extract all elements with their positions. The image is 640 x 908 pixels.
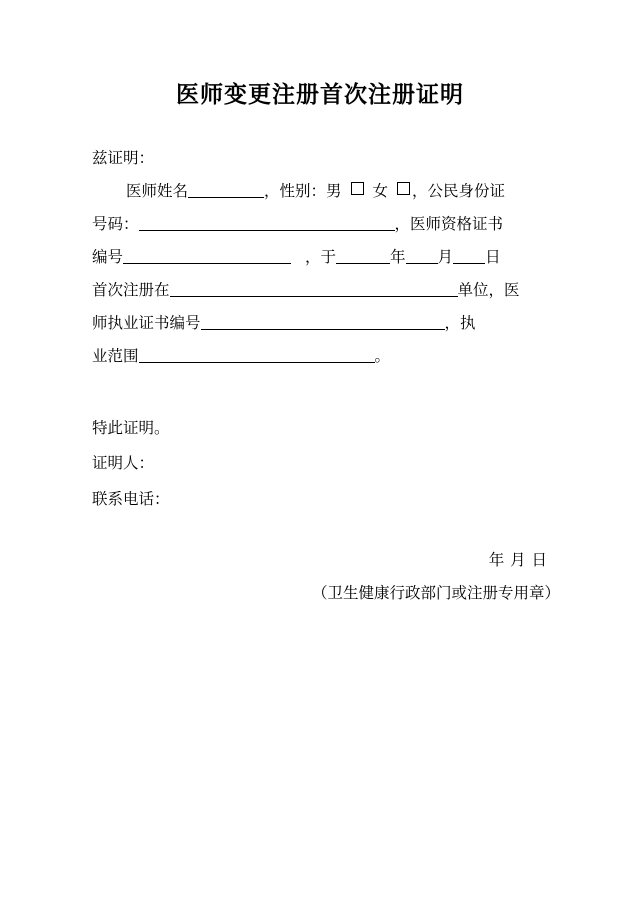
phone-line	[92, 483, 548, 516]
practice-scope-label: 业范围	[92, 348, 139, 365]
line-name-gender-id	[92, 175, 548, 208]
id-number-blank[interactable]	[139, 213, 395, 231]
closing-statement: 特此证明。	[92, 420, 170, 437]
on-label: ，于	[305, 249, 337, 266]
year-label: 年	[390, 249, 406, 266]
month-blank[interactable]	[406, 246, 438, 264]
certifier-line	[92, 447, 548, 480]
qualification-cert-label: ，医师资格证书	[394, 216, 504, 233]
page-title: 医师变更注册首次注册证明	[176, 81, 464, 107]
line-id-number	[92, 208, 548, 241]
year-blank[interactable]	[336, 246, 390, 264]
intro-line	[92, 142, 548, 175]
id-number-label: 号码：	[92, 216, 139, 233]
document-body	[92, 142, 548, 373]
practice-scope-blank[interactable]	[139, 345, 375, 363]
phone-label: 联系电话：	[92, 491, 170, 508]
license-number-blank[interactable]	[201, 312, 445, 330]
period-mark: 。	[374, 348, 391, 365]
signature-seal-text: （卫生健康行政部门或注册专用章）	[311, 585, 560, 602]
doctor-name-label: 医师姓名	[126, 183, 189, 200]
line-practice-scope	[92, 340, 548, 373]
line-license-number	[92, 307, 548, 340]
qualification-number-label: 编号	[92, 249, 124, 266]
qualification-number-blank[interactable]	[123, 246, 291, 264]
day-blank[interactable]	[453, 246, 485, 264]
line-first-registration-unit	[92, 274, 548, 307]
day-label: 日	[485, 249, 501, 266]
gender-female-checkbox[interactable]	[397, 182, 410, 195]
license-number-label: 师执业证书编号	[92, 315, 201, 332]
gender-male-checkbox[interactable]	[351, 182, 364, 195]
practice-prefix-label: ，执	[444, 315, 476, 332]
certifier-label: 证明人：	[92, 455, 155, 472]
closing-statement-line	[92, 412, 548, 445]
gender-label: ，性别：男	[264, 183, 342, 200]
unit-label: 单位，医	[457, 282, 520, 299]
month-label: 月	[437, 249, 454, 266]
signature-date-text: 年 月 日	[488, 552, 548, 569]
first-registration-label: 首次注册在	[92, 282, 170, 299]
signature-date-line	[0, 548, 548, 570]
gender-female-label: 女	[372, 183, 389, 200]
line-qualification-number-date	[92, 241, 548, 274]
doctor-name-blank[interactable]	[188, 180, 264, 198]
signature-seal-line	[0, 581, 560, 603]
registration-unit-blank[interactable]	[170, 279, 458, 297]
intro-text: 兹证明：	[92, 150, 155, 167]
id-card-label: ，公民身份证	[412, 183, 506, 200]
